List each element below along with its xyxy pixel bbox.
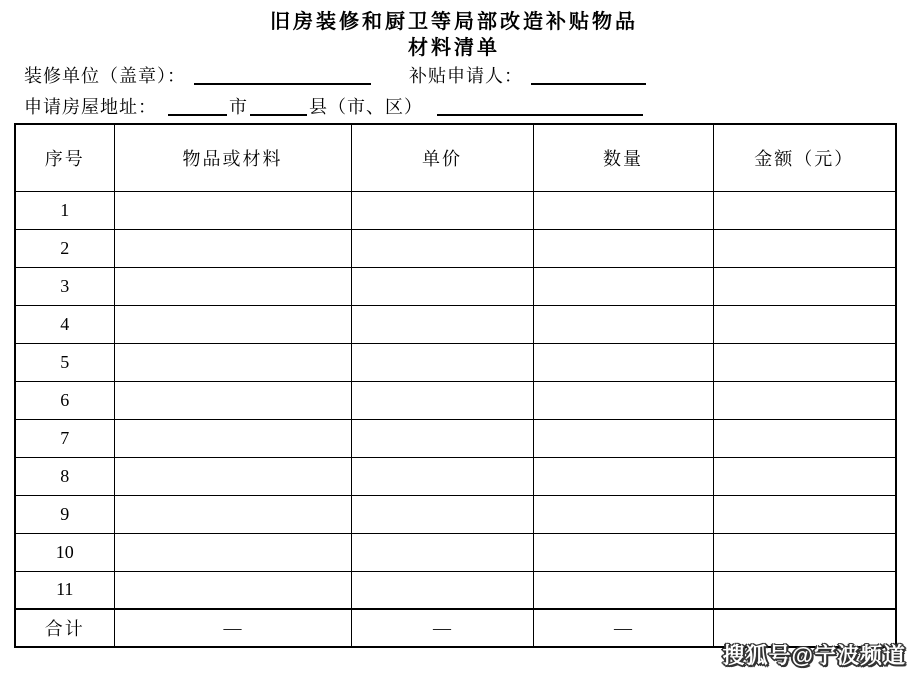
cell-amount — [713, 533, 896, 571]
header-serial: 序号 — [15, 124, 114, 191]
cell-unit-price — [351, 495, 533, 533]
cell-quantity — [533, 191, 713, 229]
cell-amount — [713, 495, 896, 533]
cell-unit-price — [351, 267, 533, 305]
total-quantity-cell: — — [533, 609, 713, 647]
cell-no: 4 — [15, 305, 114, 343]
cell-item — [114, 267, 351, 305]
table-row — [15, 267, 896, 305]
renovation-unit-label: 装修单位（盖章）： — [24, 66, 186, 86]
total-unit-price-cell: — — [351, 609, 533, 647]
table-row — [15, 305, 896, 343]
cell-no: 1 — [15, 191, 114, 229]
cell-item — [114, 191, 351, 229]
table-row — [15, 533, 896, 571]
cell-item — [114, 571, 351, 609]
cell-amount — [713, 191, 896, 229]
cell-item — [114, 533, 351, 571]
cell-quantity — [533, 267, 713, 305]
table-row — [15, 495, 896, 533]
cell-amount — [713, 457, 896, 495]
watermark: 搜狐号@宁波频道 — [722, 643, 906, 668]
cell-quantity — [533, 343, 713, 381]
cell-amount — [713, 343, 896, 381]
cell-unit-price — [351, 571, 533, 609]
address-label: 申请房屋地址： — [24, 97, 157, 117]
cell-no: 11 — [15, 571, 114, 609]
cell-no: 3 — [15, 267, 114, 305]
material-list-table — [14, 123, 897, 648]
cell-amount — [713, 229, 896, 267]
cell-item — [114, 229, 351, 267]
table-body — [15, 191, 896, 609]
cell-quantity — [533, 533, 713, 571]
cell-quantity — [533, 381, 713, 419]
cell-no: 9 — [15, 495, 114, 533]
cell-quantity — [533, 229, 713, 267]
total-item-cell: — — [114, 609, 351, 647]
county-suffix-label: 县（市、区） — [309, 97, 423, 117]
cell-unit-price — [351, 191, 533, 229]
cell-item — [114, 305, 351, 343]
cell-no: 8 — [15, 457, 114, 495]
table-row — [15, 419, 896, 457]
cell-amount — [713, 267, 896, 305]
cell-quantity — [533, 419, 713, 457]
table-row — [15, 343, 896, 381]
header-unit-price: 单价 — [351, 124, 533, 191]
cell-no: 5 — [15, 343, 114, 381]
cell-item — [114, 343, 351, 381]
table-row — [15, 229, 896, 267]
cell-unit-price — [351, 381, 533, 419]
table-header-row — [15, 124, 896, 191]
cell-unit-price — [351, 229, 533, 267]
cell-no: 6 — [15, 381, 114, 419]
cell-no: 2 — [15, 229, 114, 267]
address-detail-blank — [437, 96, 643, 116]
cell-unit-price — [351, 533, 533, 571]
cell-quantity — [533, 571, 713, 609]
cell-unit-price — [351, 343, 533, 381]
cell-amount — [713, 381, 896, 419]
city-suffix-label: 市 — [229, 97, 248, 117]
cell-amount — [713, 419, 896, 457]
cell-item — [114, 419, 351, 457]
header-amount: 金额（元） — [713, 124, 896, 191]
cell-unit-price — [351, 305, 533, 343]
renovation-unit-blank — [194, 65, 371, 85]
cell-no: 7 — [15, 419, 114, 457]
address-city-blank — [168, 96, 227, 116]
cell-item — [114, 381, 351, 419]
applicant-blank — [531, 65, 646, 85]
page-title-line1: 旧房装修和厨卫等局部改造补贴物品 — [270, 11, 638, 33]
cell-no: 10 — [15, 533, 114, 571]
cell-quantity — [533, 305, 713, 343]
address-county-blank — [250, 96, 307, 116]
header-quantity: 数量 — [533, 124, 713, 191]
table-row — [15, 191, 896, 229]
cell-item — [114, 495, 351, 533]
table-row — [15, 571, 896, 609]
page-title-line2: 材料清单 — [408, 37, 500, 59]
cell-amount — [713, 305, 896, 343]
applicant-label: 补贴申请人： — [409, 66, 523, 86]
cell-quantity — [533, 457, 713, 495]
cell-unit-price — [351, 457, 533, 495]
total-label-cell: 合计 — [15, 609, 114, 647]
cell-quantity — [533, 495, 713, 533]
form-line-address — [24, 92, 908, 123]
header-item: 物品或材料 — [114, 124, 351, 191]
cell-unit-price — [351, 419, 533, 457]
form-line-unit-applicant — [24, 61, 908, 92]
cell-amount — [713, 571, 896, 609]
cell-item — [114, 457, 351, 495]
table-row — [15, 457, 896, 495]
table-row — [15, 381, 896, 419]
